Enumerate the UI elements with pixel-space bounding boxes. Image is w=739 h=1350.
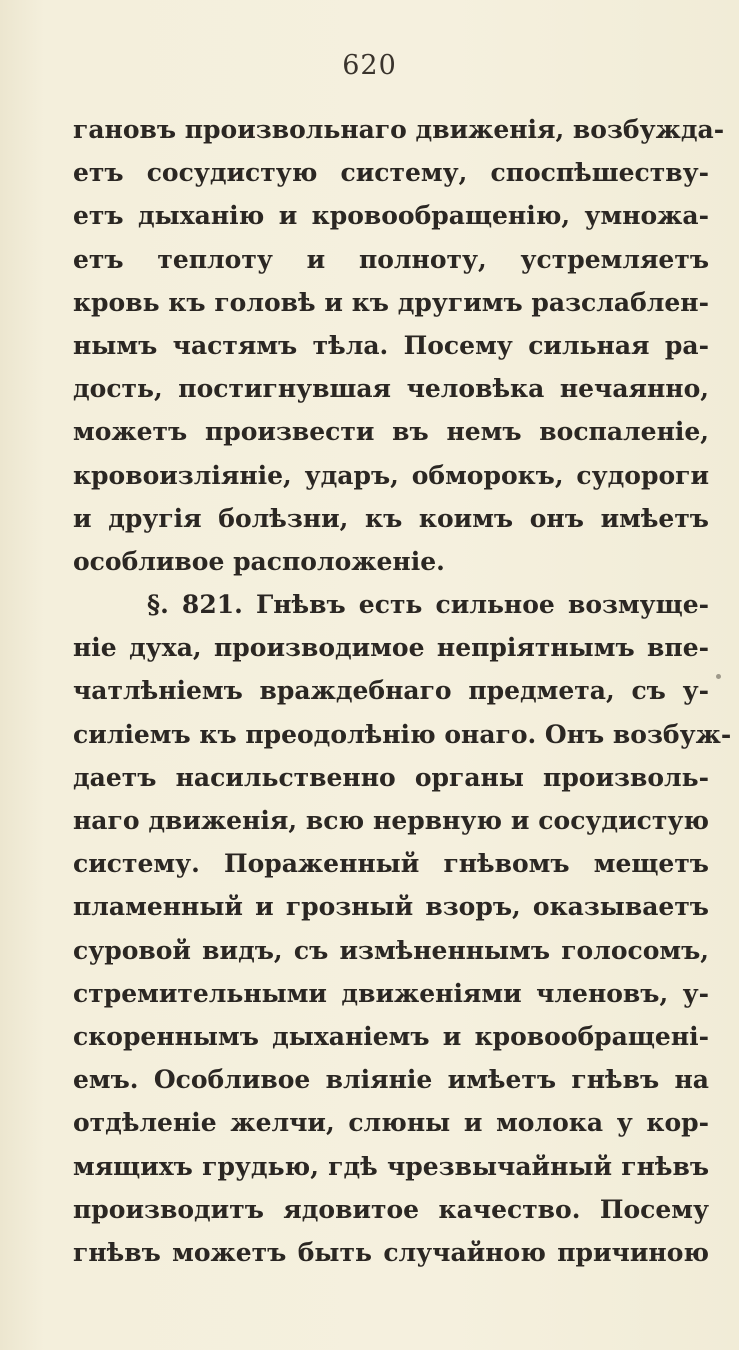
text-line: наго движенія, всю нервную и сосудистую	[73, 806, 709, 835]
text-line: скореннымъ дыханіемъ и кровообращені-	[73, 1021, 709, 1051]
text-line: силіемъ къ преодолѣнію онаго. Онъ возбуж-	[73, 719, 732, 749]
text-line: гановъ произвольнаго движенія, возбужда-	[73, 115, 725, 144]
text-line: суровой видъ, съ измѣненнымъ голосомъ,	[73, 935, 709, 965]
text-line: кровь къ головѣ и къ другимъ разслаблен-	[73, 287, 709, 317]
text-line: даетъ насильственно органы произволь-	[73, 762, 709, 792]
ink-speck	[716, 674, 721, 679]
text-line: пламенный и грозный взоръ, оказываетъ	[73, 892, 709, 922]
text-line: нымъ частямъ тѣла. Посему сильная ра-	[73, 330, 709, 360]
section-heading-line: §. 821. Гнѣвъ есть сильное возмуще-	[147, 590, 709, 620]
text-line: кровоизліяніе, ударъ, обморокъ, судороги	[73, 460, 709, 490]
text-line: особливое расположеніе.	[73, 546, 445, 576]
page-number: 620	[342, 50, 397, 81]
text-line: дость, постигнувшая человѣка нечаянно,	[73, 374, 709, 404]
text-line: можетъ произвести въ немъ воспаленіе,	[73, 417, 709, 447]
text-line: систему. Пораженный гнѣвомъ мещетъ	[73, 849, 709, 879]
text-line: чатлѣніемъ враждебнаго предмета, съ у-	[73, 676, 709, 706]
text-line: етъ дыханію и кровообращенію, умножа-	[73, 201, 709, 231]
text-line: емъ. Особливое вліяніе имѣетъ гнѣвъ на	[73, 1065, 709, 1095]
text-line: етъ теплоту и полноту, устремляетъ	[73, 244, 709, 274]
text-line: стремительными движеніями членовъ, у-	[73, 978, 709, 1008]
body-text	[73, 108, 732, 1274]
text-line: ніе духа, производимое непріятнымъ впе-	[73, 633, 709, 663]
text-line: етъ сосудистую систему, споспѣшеству-	[73, 158, 709, 188]
text-line: мящихъ грудью, гдѣ чрезвычайный гнѣвъ	[73, 1151, 709, 1181]
text-line: и другія болѣзни, къ коимъ онъ имѣетъ	[73, 503, 709, 533]
text-line: отдѣленіе желчи, слюны и молока у кор-	[73, 1108, 709, 1138]
text-line: гнѣвъ можетъ быть случайною причиною	[73, 1237, 709, 1267]
text-line: производитъ ядовитое качество. Посему	[73, 1194, 709, 1224]
